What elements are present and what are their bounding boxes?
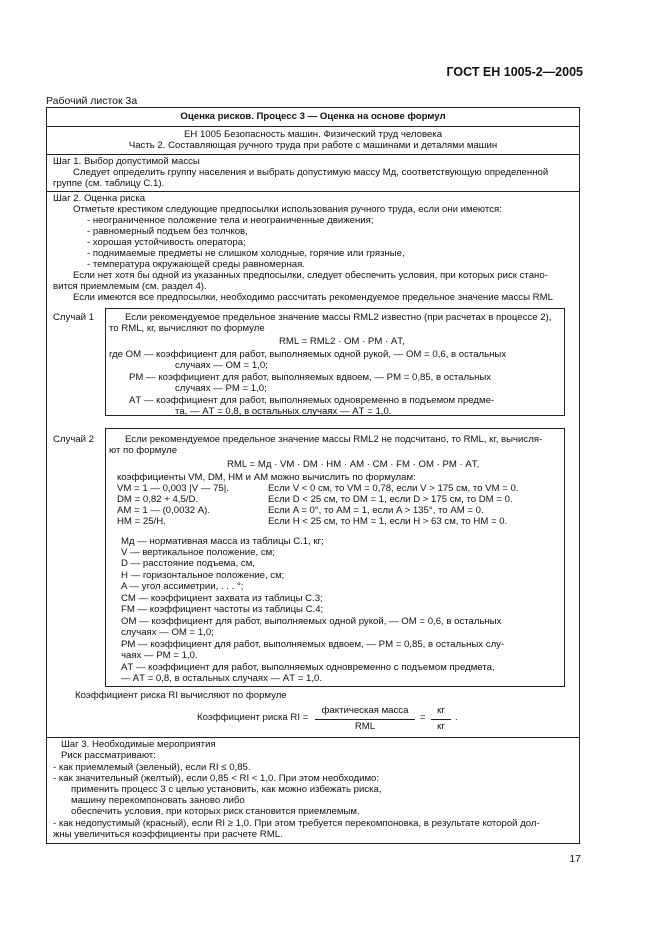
definition: PМ — коэффициент для работ, выполняемых вдвоем, — PМ = 0,85, в остальных слу- [121, 639, 505, 650]
case2-line: ют по формуле [109, 445, 178, 456]
case1-formula: RML = RML2 · OМ · PМ · AТ, [279, 336, 405, 347]
case1-line: то RML, кг, вычисляют по формуле [109, 323, 265, 334]
case1-line: где OМ — коэффициент для работ, выполняемых одной рукой, — OМ = 0,6, в остальных [109, 349, 507, 360]
step1-heading: Шаг 1. Выбор допустимой массы [53, 156, 200, 167]
definition: случаях — OМ = 1,0; [121, 627, 214, 638]
risk-intro: Коэффициент риска RI вычисляют по формуле [75, 690, 287, 701]
step2-line: Отметьте крестиком следующие предпосылки использования ручного труда, если они имеются: [73, 204, 502, 215]
step3-line: - как значительный (желтый), если 0,85 < RI < 1,0. При этом необходимо: [53, 773, 380, 784]
step3-line: - как недопустимый (красный), если RI ≥ 1,0. При этом требуется перекомпоновка, в результате которой дол- [53, 818, 540, 829]
step1-line: Следует определить группу населения и выбрать допустимую массу Mд, соответствующую определенной [73, 167, 549, 178]
case1-line: PМ — коэффициент для работ, выполняемых вдвоем, — PМ = 0,85, в остальных [129, 372, 492, 383]
risk-numerator: фактическая масса [321, 705, 409, 716]
case1-line: та, — AТ = 0,8, в остальных случаях — AТ = 1,0. [175, 406, 392, 417]
page-number: 17 [569, 853, 581, 865]
worksheet-frame [46, 107, 580, 844]
definition: V — вертикальное положение, см; [121, 547, 275, 558]
definition: OМ — коэффициент для работ, выполняемых одной рукой, — OМ = 0,6, в остальных [121, 616, 502, 627]
fraction-bar [431, 719, 451, 720]
risk-numerator-unit: кг [437, 705, 445, 716]
divider [47, 126, 579, 127]
step3-line: машину перекомпоновать заново либо [71, 795, 245, 806]
definition: H — горизонтальное положение, см; [121, 570, 285, 581]
step1-line: группе (см. таблицу С.1). [53, 178, 165, 189]
step3-line: Риск рассматривают: [61, 750, 156, 761]
case2-line: Если рекомендуемое предельное значение массы RML2 не подсчитано, то RML, кг, вычисля- [125, 434, 543, 445]
risk-denominator: RML [354, 721, 376, 732]
definition: чаях — PМ = 1,0. [121, 650, 198, 661]
risk-formula-left: Коэффициент риска RI = [197, 712, 309, 723]
subtitle-line-2: Часть 2. Составляющая ручного труда при работе с машинами и деталями машин [128, 140, 498, 151]
step2-line: - хорошая устойчивость оператора; [87, 237, 246, 248]
definition: AТ — коэффициент для работ, выполняемых одновременно с подъемом предмета, [121, 662, 495, 673]
subtitle-line-1: ЕН 1005 Безопасность машин. Физический труд человека [183, 129, 443, 140]
step2-line: - поднимаемые предметы не слишком холодные, горячие или грязные, [87, 248, 405, 259]
case1-label: Случай 1 [53, 312, 95, 323]
case1-line: Если рекомендуемое предельное значение массы RML2 известно (при расчетах в процессе 2), [125, 312, 552, 323]
sheet-label: Рабочий листок 3а [46, 95, 138, 107]
case1-line: случаях — OМ = 1,0; [175, 360, 268, 371]
step2-line: Если имеются все предпосылки, необходимо рассчитать рекомендуемое предельное значение массы RML [73, 292, 553, 303]
case2-label: Случай 2 [53, 434, 95, 445]
standard-number: ГОСТ ЕН 1005-2—2005 [446, 65, 583, 79]
formula-left: AМ = 1 — (0,0032 A). [117, 505, 211, 516]
formula-right: Если V < 0 см, то VМ = 0,78, если V > 175 см, то VМ = 0. [268, 483, 519, 494]
worksheet-title: Оценка рисков. Процесс 3 — Оценка на основе формул [180, 111, 446, 122]
fraction-bar [315, 719, 415, 720]
formula-right: Если D < 25 см, то DМ = 1, если D > 175 см, то DМ = 0. [268, 494, 513, 505]
case2-formula: RML = Mд · VМ · DМ · HМ · AМ · CМ · FМ · OМ · PМ · AТ, [227, 459, 480, 470]
step2-heading: Шаг 2. Оценка риска [53, 193, 146, 204]
divider [47, 154, 579, 155]
divider [47, 191, 579, 192]
definition: A — угол ассиметрии, . . . °; [121, 581, 244, 592]
step3-line: - как приемлемый (зеленый), если RI ≤ 0,85. [53, 762, 251, 773]
definition: Mд — нормативная масса из таблицы С.1, кг; [121, 536, 324, 547]
case1-line: случаях — PМ = 1,0; [175, 383, 267, 394]
step2-line: - температура окружающей среды равномерная. [87, 259, 305, 270]
formula-right: Если H < 25 см, то HМ = 1, если H > 63 см, то HМ = 0. [268, 516, 508, 527]
risk-dot: . [455, 712, 458, 723]
risk-equals: = [420, 712, 426, 723]
definition: FМ — коэффициент частоты из таблицы С.4; [121, 604, 324, 615]
step2-line: вится приемлемым (см. раздел 4). [53, 281, 207, 292]
case2-line: коэффициенты VМ, DМ, HМ и AМ можно вычислить по формулам: [117, 472, 416, 483]
step2-line: Если нет хотя бы одной из указанных предпосылки, следует обеспечить условия, при которых риск стано- [73, 270, 548, 281]
step3-line: жны увеличиться коэффициенты при расчете RML. [53, 829, 283, 840]
formula-right: Если A = 0°, то AМ = 1, если A > 135°, то AМ = 0. [268, 505, 484, 516]
risk-denominator-unit: кг [437, 721, 445, 732]
divider [47, 737, 579, 738]
formula-left: DМ = 0,82 + 4,5/D. [117, 494, 199, 505]
formula-left: VМ = 1 — 0,003 |V — 75|. [117, 483, 229, 494]
case1-line: AТ — коэффициент для работ, выполняемых одновременно в подъемом предме- [129, 395, 495, 406]
step3-line: обеспечить условия, при которых риск становится приемлемым. [71, 806, 360, 817]
step2-line: - неограниченное положение тела и неограниченные движения; [87, 215, 374, 226]
definition: — AТ = 0,8, в остальных случаях — AТ = 1,0. [121, 673, 322, 684]
definition: CМ — коэффициент захвата из таблицы С.3; [121, 593, 323, 604]
step3-line: применить процесс 3 с целью установить, как можно избежать риска, [71, 784, 382, 795]
step3-heading: Шаг 3. Необходимые мероприятия [61, 739, 216, 750]
formula-left: HМ = 25/H. [117, 516, 166, 527]
step2-line: - равномерный подъем без толчков, [87, 226, 248, 237]
definition: D — расстояние подъема, см, [121, 558, 255, 569]
